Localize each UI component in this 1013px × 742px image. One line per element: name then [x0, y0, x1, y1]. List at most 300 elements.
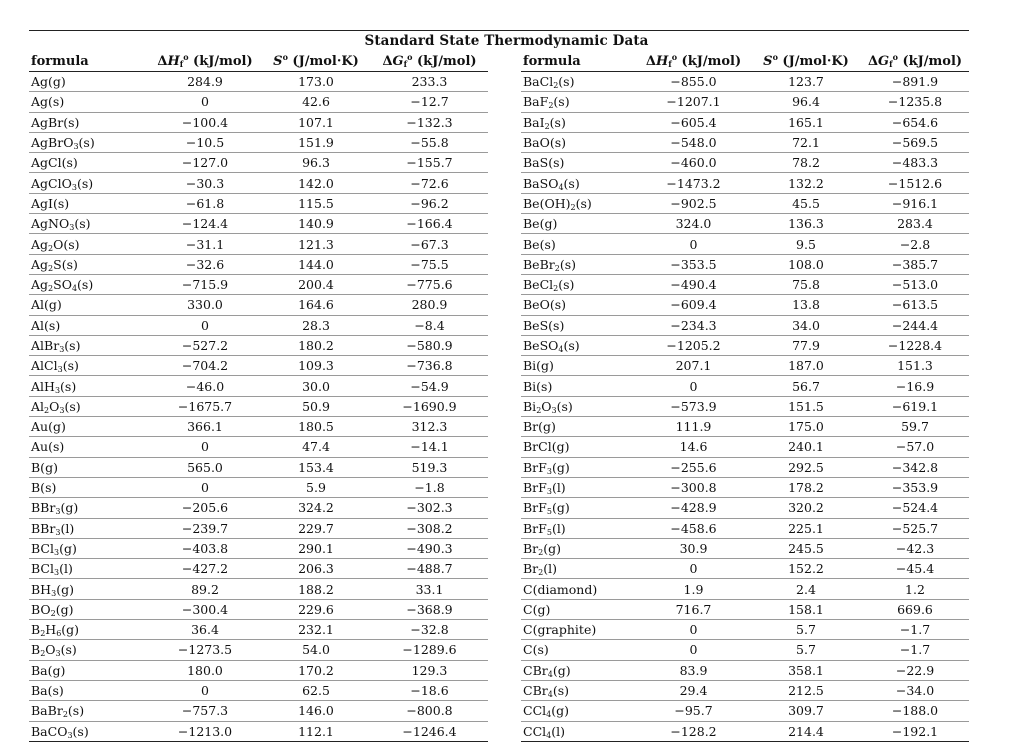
cell-gibbs: −244.4 [861, 315, 969, 335]
cell-entropy: 77.9 [751, 335, 861, 355]
table-row [29, 680, 488, 700]
header-row [29, 52, 488, 72]
cell-enthalpy: −704.2 [149, 356, 261, 376]
cell-enthalpy: −427.2 [149, 559, 261, 579]
cell-enthalpy: −100.4 [149, 112, 261, 132]
cell-gibbs: −385.7 [861, 254, 969, 274]
cell-formula: BeO(s) [521, 295, 636, 315]
cell-gibbs: −654.6 [861, 112, 969, 132]
cell-gibbs: 1.2 [861, 579, 969, 599]
cell-gibbs: −12.7 [371, 92, 488, 112]
table-row [521, 92, 969, 112]
cell-enthalpy: −300.8 [636, 477, 751, 497]
cell-gibbs: −513.0 [861, 274, 969, 294]
cell-entropy: 132.2 [751, 173, 861, 193]
table-row [29, 396, 488, 416]
cell-entropy: 320.2 [751, 498, 861, 518]
table-row [521, 437, 969, 457]
cell-enthalpy: −300.4 [149, 599, 261, 619]
cell-enthalpy: −428.9 [636, 498, 751, 518]
cell-enthalpy: −124.4 [149, 214, 261, 234]
cell-formula: Ba(g) [29, 660, 149, 680]
table-row [521, 640, 969, 660]
cell-formula: Br(g) [521, 417, 636, 437]
thermo-table-left [29, 52, 488, 742]
table-row [29, 254, 488, 274]
table-row [521, 234, 969, 254]
cell-gibbs: −72.6 [371, 173, 488, 193]
table-row [29, 234, 488, 254]
cell-formula: $Be(OH)_2(s)$ [521, 193, 636, 213]
cell-entropy: 180.5 [261, 417, 371, 437]
cell-enthalpy: 0 [149, 92, 261, 112]
cell-entropy: 96.4 [751, 92, 861, 112]
cell-formula: BBr$_3$(l) [29, 518, 149, 538]
header-row [521, 52, 969, 72]
cell-gibbs: −1690.9 [371, 396, 488, 416]
cell-gibbs: −75.5 [371, 254, 488, 274]
cell-entropy: 115.5 [261, 193, 371, 213]
table-row [521, 599, 969, 619]
cell-enthalpy: −353.5 [636, 254, 751, 274]
cell-enthalpy: −573.9 [636, 396, 751, 416]
table-row [521, 193, 969, 213]
cell-enthalpy: 0 [149, 477, 261, 497]
table-row [29, 92, 488, 112]
cell-formula: $Al_2O_3(s)$ [29, 396, 149, 416]
cell-gibbs: −342.8 [861, 457, 969, 477]
cell-entropy: 45.5 [751, 193, 861, 213]
cell-entropy: 153.4 [261, 457, 371, 477]
header-gibbs: $\Delta G_f^o$ (kJ/mol) [861, 52, 969, 72]
cell-gibbs: −67.3 [371, 234, 488, 254]
cell-entropy: 50.9 [261, 396, 371, 416]
table-row [29, 112, 488, 132]
cell-enthalpy: −902.5 [636, 193, 751, 213]
cell-gibbs: −57.0 [861, 437, 969, 457]
top-rule [29, 30, 969, 31]
cell-enthalpy: 0 [149, 680, 261, 700]
table-row [521, 72, 969, 92]
cell-gibbs: −368.9 [371, 599, 488, 619]
cell-formula: $Bi_2O_3(s)$ [521, 396, 636, 416]
cell-enthalpy: −31.1 [149, 234, 261, 254]
header-formula: formula [29, 52, 149, 72]
cell-formula: $Ag_2O(s)$ [29, 234, 149, 254]
cell-gibbs: 283.4 [861, 214, 969, 234]
cell-entropy: 121.3 [261, 234, 371, 254]
cell-gibbs: 151.3 [861, 356, 969, 376]
table-row [29, 295, 488, 315]
cell-enthalpy: −1207.1 [636, 92, 751, 112]
table-row [521, 356, 969, 376]
cell-formula: CBr$_4$(s) [521, 680, 636, 700]
cell-enthalpy: 30.9 [636, 538, 751, 558]
table-row [29, 376, 488, 396]
table-row [521, 153, 969, 173]
cell-enthalpy: −234.3 [636, 315, 751, 335]
table-row [521, 457, 969, 477]
cell-formula: $Ag_2SO_4(s)$ [29, 274, 149, 294]
table-row [521, 680, 969, 700]
table-row [521, 214, 969, 234]
cell-formula: BaBr$_2$(s) [29, 701, 149, 721]
cell-enthalpy: 1.9 [636, 579, 751, 599]
table-row [521, 559, 969, 579]
table-row [521, 620, 969, 640]
cell-enthalpy: −1205.2 [636, 335, 751, 355]
cell-enthalpy: −757.3 [149, 701, 261, 721]
cell-entropy: 5.7 [751, 640, 861, 660]
cell-enthalpy: 284.9 [149, 72, 261, 92]
cell-formula: BeSO$_4$(s) [521, 335, 636, 355]
cell-gibbs: −32.8 [371, 620, 488, 640]
cell-enthalpy: 324.0 [636, 214, 751, 234]
cell-gibbs: 669.6 [861, 599, 969, 619]
cell-gibbs: −14.1 [371, 437, 488, 457]
cell-formula: B(s) [29, 477, 149, 497]
header-enthalpy: $\Delta H_f^o$ (kJ/mol) [636, 52, 751, 72]
cell-enthalpy: −239.7 [149, 518, 261, 538]
cell-gibbs: −580.9 [371, 335, 488, 355]
cell-gibbs: 59.7 [861, 417, 969, 437]
table-row [29, 579, 488, 599]
table-row [521, 132, 969, 152]
cell-entropy: 30.0 [261, 376, 371, 396]
cell-formula: C(s) [521, 640, 636, 660]
cell-entropy: 187.0 [751, 356, 861, 376]
cell-enthalpy: 83.9 [636, 660, 751, 680]
cell-enthalpy: −10.5 [149, 132, 261, 152]
cell-entropy: 164.6 [261, 295, 371, 315]
cell-formula: BaCO$_3$(s) [29, 721, 149, 741]
cell-formula: AgBr(s) [29, 112, 149, 132]
table-row [521, 721, 969, 741]
cell-entropy: 13.8 [751, 295, 861, 315]
cell-formula: BrCl(g) [521, 437, 636, 457]
cell-formula: $Ag_2S(s)$ [29, 254, 149, 274]
table-row [521, 274, 969, 294]
cell-entropy: 175.0 [751, 417, 861, 437]
cell-gibbs: −1.8 [371, 477, 488, 497]
cell-enthalpy: −95.7 [636, 701, 751, 721]
table-row [29, 640, 488, 660]
cell-entropy: 109.3 [261, 356, 371, 376]
cell-enthalpy: −715.9 [149, 274, 261, 294]
cell-entropy: 152.2 [751, 559, 861, 579]
cell-enthalpy: −609.4 [636, 295, 751, 315]
cell-entropy: 292.5 [751, 457, 861, 477]
cell-formula: BeS(s) [521, 315, 636, 335]
cell-gibbs: −619.1 [861, 396, 969, 416]
cell-formula: Be(s) [521, 234, 636, 254]
cell-entropy: 229.6 [261, 599, 371, 619]
cell-formula: BCl$_3$(l) [29, 559, 149, 579]
cell-entropy: 358.1 [751, 660, 861, 680]
cell-formula: Au(s) [29, 437, 149, 457]
cell-formula: BaF$_2$(s) [521, 92, 636, 112]
cell-entropy: 96.3 [261, 153, 371, 173]
cell-entropy: 165.1 [751, 112, 861, 132]
table-row [521, 173, 969, 193]
cell-entropy: 2.4 [751, 579, 861, 599]
cell-gibbs: −524.4 [861, 498, 969, 518]
cell-formula: BeBr$_2$(s) [521, 254, 636, 274]
cell-enthalpy: −458.6 [636, 518, 751, 538]
cell-formula: BeCl$_2$(s) [521, 274, 636, 294]
cell-enthalpy: −548.0 [636, 132, 751, 152]
cell-formula: CBr$_4$(g) [521, 660, 636, 680]
table-row [521, 498, 969, 518]
cell-enthalpy: −128.2 [636, 721, 751, 741]
cell-entropy: 225.1 [751, 518, 861, 538]
cell-enthalpy: 716.7 [636, 599, 751, 619]
cell-formula: BrF$_5$(g) [521, 498, 636, 518]
table-row [521, 701, 969, 721]
table-row [29, 417, 488, 437]
cell-gibbs: −1.7 [861, 640, 969, 660]
table-body-right [521, 72, 969, 742]
cell-formula: $B_2O_3(s)$ [29, 640, 149, 660]
cell-gibbs: 519.3 [371, 457, 488, 477]
cell-formula: Al(s) [29, 315, 149, 335]
table-row [29, 498, 488, 518]
table-row [29, 701, 488, 721]
table-row [29, 315, 488, 335]
cell-formula: Be(g) [521, 214, 636, 234]
cell-enthalpy: 565.0 [149, 457, 261, 477]
table-row [29, 356, 488, 376]
cell-formula: BCl$_3$(g) [29, 538, 149, 558]
cell-entropy: 290.1 [261, 538, 371, 558]
cell-entropy: 170.2 [261, 660, 371, 680]
cell-entropy: 151.5 [751, 396, 861, 416]
table-row [29, 335, 488, 355]
cell-enthalpy: −403.8 [149, 538, 261, 558]
cell-gibbs: −22.9 [861, 660, 969, 680]
cell-entropy: 5.7 [751, 620, 861, 640]
cell-gibbs: −488.7 [371, 559, 488, 579]
table-row [521, 376, 969, 396]
cell-enthalpy: −30.3 [149, 173, 261, 193]
cell-gibbs: 233.3 [371, 72, 488, 92]
thermo-table-right [521, 52, 969, 742]
cell-entropy: 54.0 [261, 640, 371, 660]
cell-enthalpy: −32.6 [149, 254, 261, 274]
table-title: Standard State Thermodynamic Data [364, 33, 649, 49]
table-row [521, 295, 969, 315]
cell-entropy: 62.5 [261, 680, 371, 700]
cell-enthalpy: −1675.7 [149, 396, 261, 416]
cell-enthalpy: 0 [149, 437, 261, 457]
cell-gibbs: −775.6 [371, 274, 488, 294]
table-row [29, 132, 488, 152]
table-row [29, 721, 488, 741]
cell-formula: C(graphite) [521, 620, 636, 640]
cell-formula: C(g) [521, 599, 636, 619]
cell-enthalpy: −127.0 [149, 153, 261, 173]
cell-gibbs: −1228.4 [861, 335, 969, 355]
cell-enthalpy: −255.6 [636, 457, 751, 477]
table-row [521, 660, 969, 680]
cell-gibbs: −891.9 [861, 72, 969, 92]
cell-enthalpy: −527.2 [149, 335, 261, 355]
cell-gibbs: −353.9 [861, 477, 969, 497]
table-row [29, 538, 488, 558]
cell-gibbs: −16.9 [861, 376, 969, 396]
cell-formula: $BH_3(g)$ [29, 579, 149, 599]
header-gibbs: $\Delta G_f^o$ (kJ/mol) [371, 52, 488, 72]
cell-gibbs: −166.4 [371, 214, 488, 234]
cell-enthalpy: 207.1 [636, 356, 751, 376]
cell-enthalpy: 330.0 [149, 295, 261, 315]
cell-formula: BrF$_5$(l) [521, 518, 636, 538]
cell-formula: AgBrO$_3$(s) [29, 132, 149, 152]
table-row [521, 579, 969, 599]
table-row [521, 112, 969, 132]
cell-gibbs: −54.9 [371, 376, 488, 396]
cell-entropy: 9.5 [751, 234, 861, 254]
cell-gibbs: −18.6 [371, 680, 488, 700]
table-row [29, 437, 488, 457]
cell-enthalpy: 0 [636, 620, 751, 640]
cell-gibbs: 33.1 [371, 579, 488, 599]
cell-enthalpy: 29.4 [636, 680, 751, 700]
cell-entropy: 112.1 [261, 721, 371, 741]
cell-entropy: 178.2 [751, 477, 861, 497]
table-row [29, 153, 488, 173]
cell-entropy: 188.2 [261, 579, 371, 599]
table-body-left [29, 72, 488, 742]
cell-entropy: 78.2 [751, 153, 861, 173]
cell-enthalpy: −855.0 [636, 72, 751, 92]
cell-formula: Ag(s) [29, 92, 149, 112]
cell-formula: Bi(s) [521, 376, 636, 396]
cell-entropy: 173.0 [261, 72, 371, 92]
cell-formula: Ag(g) [29, 72, 149, 92]
cell-gibbs: −55.8 [371, 132, 488, 152]
cell-entropy: 309.7 [751, 701, 861, 721]
cell-gibbs: −96.2 [371, 193, 488, 213]
cell-enthalpy: −490.4 [636, 274, 751, 294]
cell-enthalpy: 0 [636, 234, 751, 254]
cell-gibbs: −308.2 [371, 518, 488, 538]
table-row [29, 173, 488, 193]
table-row [29, 274, 488, 294]
cell-entropy: 140.9 [261, 214, 371, 234]
cell-gibbs: −8.4 [371, 315, 488, 335]
cell-formula: BrF$_3$(g) [521, 457, 636, 477]
cell-enthalpy: 89.2 [149, 579, 261, 599]
cell-formula: BBr$_3$(g) [29, 498, 149, 518]
cell-entropy: 107.1 [261, 112, 371, 132]
table-row [29, 72, 488, 92]
cell-gibbs: −525.7 [861, 518, 969, 538]
cell-gibbs: −2.8 [861, 234, 969, 254]
cell-gibbs: −1246.4 [371, 721, 488, 741]
cell-formula: AgI(s) [29, 193, 149, 213]
table-row [29, 193, 488, 213]
cell-gibbs: −800.8 [371, 701, 488, 721]
cell-entropy: 158.1 [751, 599, 861, 619]
table-row [29, 477, 488, 497]
cell-formula: CCl$_4$(g) [521, 701, 636, 721]
cell-entropy: 136.3 [751, 214, 861, 234]
cell-entropy: 200.4 [261, 274, 371, 294]
cell-entropy: 240.1 [751, 437, 861, 457]
cell-gibbs: −1289.6 [371, 640, 488, 660]
table-row [29, 620, 488, 640]
table-row [29, 457, 488, 477]
header-formula: formula [521, 52, 636, 72]
cell-gibbs: −192.1 [861, 721, 969, 741]
cell-entropy: 47.4 [261, 437, 371, 457]
table-row [29, 660, 488, 680]
cell-entropy: 151.9 [261, 132, 371, 152]
table-row [521, 477, 969, 497]
cell-enthalpy: −1273.5 [149, 640, 261, 660]
cell-entropy: 56.7 [751, 376, 861, 396]
cell-gibbs: −483.3 [861, 153, 969, 173]
cell-entropy: 232.1 [261, 620, 371, 640]
cell-gibbs: 129.3 [371, 660, 488, 680]
cell-gibbs: −188.0 [861, 701, 969, 721]
cell-gibbs: −736.8 [371, 356, 488, 376]
cell-formula: $BO_2(g)$ [29, 599, 149, 619]
cell-entropy: 75.8 [751, 274, 861, 294]
cell-formula: AgCl(s) [29, 153, 149, 173]
cell-formula: BaO(s) [521, 132, 636, 152]
cell-enthalpy: 14.6 [636, 437, 751, 457]
cell-gibbs: −569.5 [861, 132, 969, 152]
table-row [521, 335, 969, 355]
cell-formula: AlCl$_3$(s) [29, 356, 149, 376]
cell-formula: BaSO$_4$(s) [521, 173, 636, 193]
cell-formula: Au(g) [29, 417, 149, 437]
cell-formula: BaI$_2$(s) [521, 112, 636, 132]
cell-enthalpy: −61.8 [149, 193, 261, 213]
cell-enthalpy: −1473.2 [636, 173, 751, 193]
cell-entropy: 5.9 [261, 477, 371, 497]
cell-enthalpy: −605.4 [636, 112, 751, 132]
cell-entropy: 108.0 [751, 254, 861, 274]
cell-enthalpy: 111.9 [636, 417, 751, 437]
cell-formula: AlBr$_3$(s) [29, 335, 149, 355]
table-row [521, 538, 969, 558]
cell-enthalpy: 180.0 [149, 660, 261, 680]
cell-entropy: 142.0 [261, 173, 371, 193]
cell-enthalpy: −46.0 [149, 376, 261, 396]
cell-gibbs: −155.7 [371, 153, 488, 173]
cell-formula: CCl$_4$(l) [521, 721, 636, 741]
cell-entropy: 245.5 [751, 538, 861, 558]
cell-entropy: 324.2 [261, 498, 371, 518]
table-row [29, 518, 488, 538]
cell-formula: AlH$_3$(s) [29, 376, 149, 396]
cell-formula: C(diamond) [521, 579, 636, 599]
cell-formula: B(g) [29, 457, 149, 477]
table-row [521, 254, 969, 274]
cell-formula: $Br_2(g)$ [521, 538, 636, 558]
cell-gibbs: −1235.8 [861, 92, 969, 112]
cell-entropy: 146.0 [261, 701, 371, 721]
cell-entropy: 214.4 [751, 721, 861, 741]
cell-gibbs: −34.0 [861, 680, 969, 700]
cell-gibbs: −302.3 [371, 498, 488, 518]
cell-entropy: 72.1 [751, 132, 861, 152]
cell-entropy: 212.5 [751, 680, 861, 700]
table-row [29, 559, 488, 579]
